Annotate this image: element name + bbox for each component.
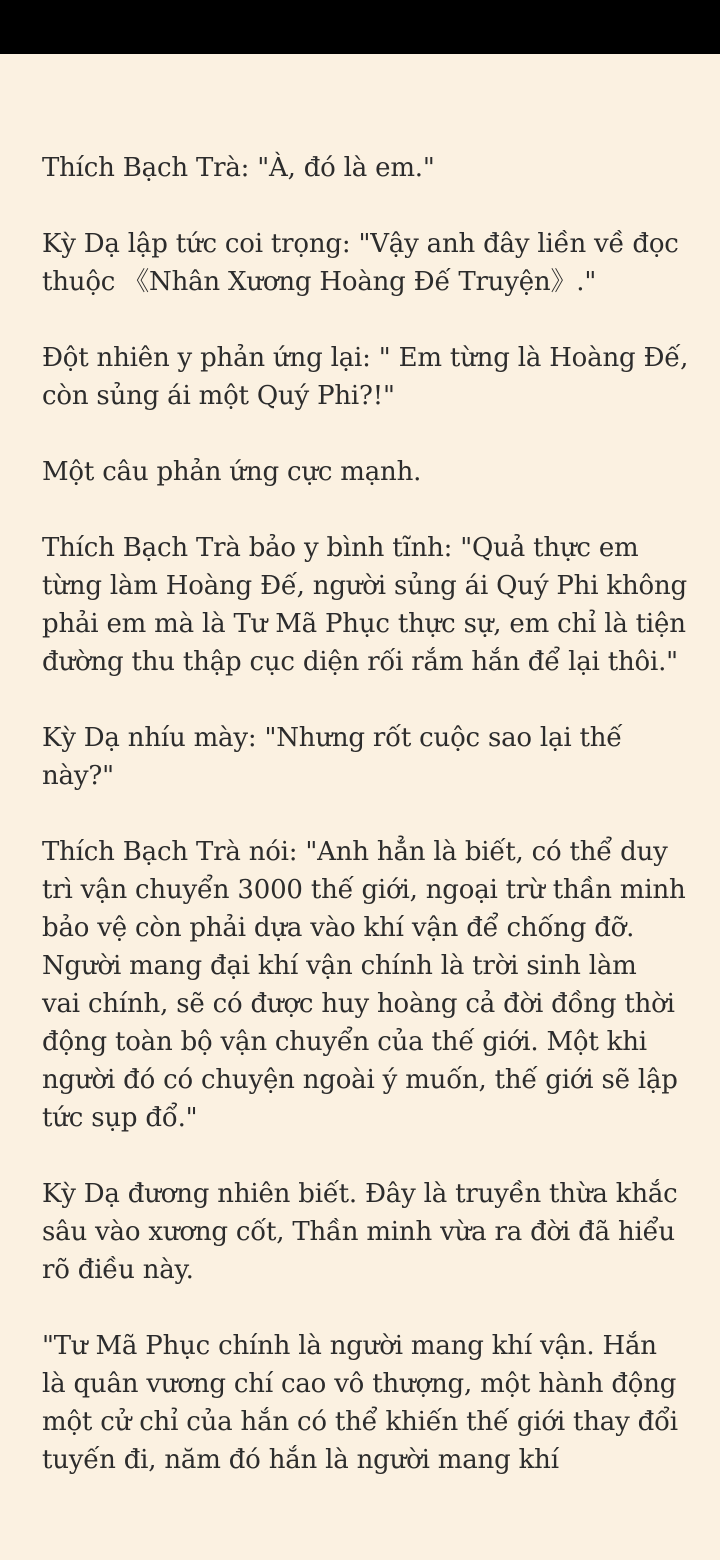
paragraph	[42, 1327, 682, 1479]
text-line: bảo vệ còn phải dựa vào khí vận để chống đỡ.	[42, 913, 635, 943]
text-line: sâu vào xương cốt, Thần minh vừa ra đời đã hiểu	[42, 1217, 675, 1247]
text-line: Một câu phản ứng cực mạnh.	[42, 457, 422, 487]
text-line: một cử chỉ của hắn có thể khiến thế giới thay đổi	[42, 1407, 678, 1437]
text-line: Kỳ Dạ đương nhiên biết. Đây là truyền thừa khắc	[42, 1179, 678, 1209]
paragraph	[42, 453, 682, 491]
text-line: tức sụp đổ."	[42, 1103, 198, 1133]
paragraph	[42, 529, 687, 681]
text-line: Đột nhiên y phản ứng lại: " Em từng là Hoàng Đế,	[42, 343, 689, 373]
text-line: từng làm Hoàng Đế, người sủng ái Quý Phi không	[42, 571, 687, 601]
text-line: người đó có chuyện ngoài ý muốn, thế giới sẽ lập	[42, 1065, 678, 1095]
text-line: là quân vương chí cao vô thượng, một hành động	[42, 1369, 677, 1399]
text-line: Thích Bạch Trà bảo y bình tĩnh: "Quả thực em	[42, 533, 639, 563]
paragraph	[42, 833, 686, 1137]
paragraph	[42, 1175, 682, 1289]
text-line: "Tư Mã Phục chính là người mang khí vận. Hắn	[42, 1331, 657, 1361]
text-line: còn sủng ái một Quý Phi?!"	[42, 381, 395, 411]
text-line: động toàn bộ vận chuyển của thế giới. Một khi	[42, 1027, 647, 1057]
text-line: Thích Bạch Trà nói: "Anh hẳn là biết, có thể duy	[42, 837, 668, 867]
paragraph	[42, 149, 682, 187]
text-line: rõ điều này.	[42, 1255, 194, 1285]
text-line: Kỳ Dạ nhíu mày: "Nhưng rốt cuộc sao lại thế	[42, 723, 623, 753]
text-line: phải em mà là Tư Mã Phục thực sự, em chỉ là tiện	[42, 609, 686, 639]
text-line: vai chính, sẽ có được huy hoàng cả đời đồng thời	[42, 989, 675, 1019]
text-line: Kỳ Dạ lập tức coi trọng: "Vậy anh đây liền về đọc	[42, 229, 679, 259]
text-line: Người mang đại khí vận chính là trời sinh làm	[42, 951, 637, 981]
text-line: trì vận chuyển 3000 thế giới, ngoại trừ thần minh	[42, 875, 686, 905]
text-line: này?"	[42, 761, 114, 791]
text-line: Thích Bạch Trà: "À, đó là em."	[42, 153, 435, 183]
paragraph	[42, 225, 682, 301]
text-line: thuộc 《Nhân Xương Hoàng Đế Truyện》."	[42, 267, 597, 297]
status-bar	[0, 0, 720, 54]
text-line: tuyến đi, năm đó hắn là người mang khí	[42, 1445, 559, 1475]
text-line: đường thu thập cục diện rối rắm hắn để lại thôi."	[42, 647, 678, 677]
reading-content[interactable]	[42, 149, 689, 1517]
paragraph	[42, 339, 689, 415]
paragraph	[42, 719, 682, 795]
